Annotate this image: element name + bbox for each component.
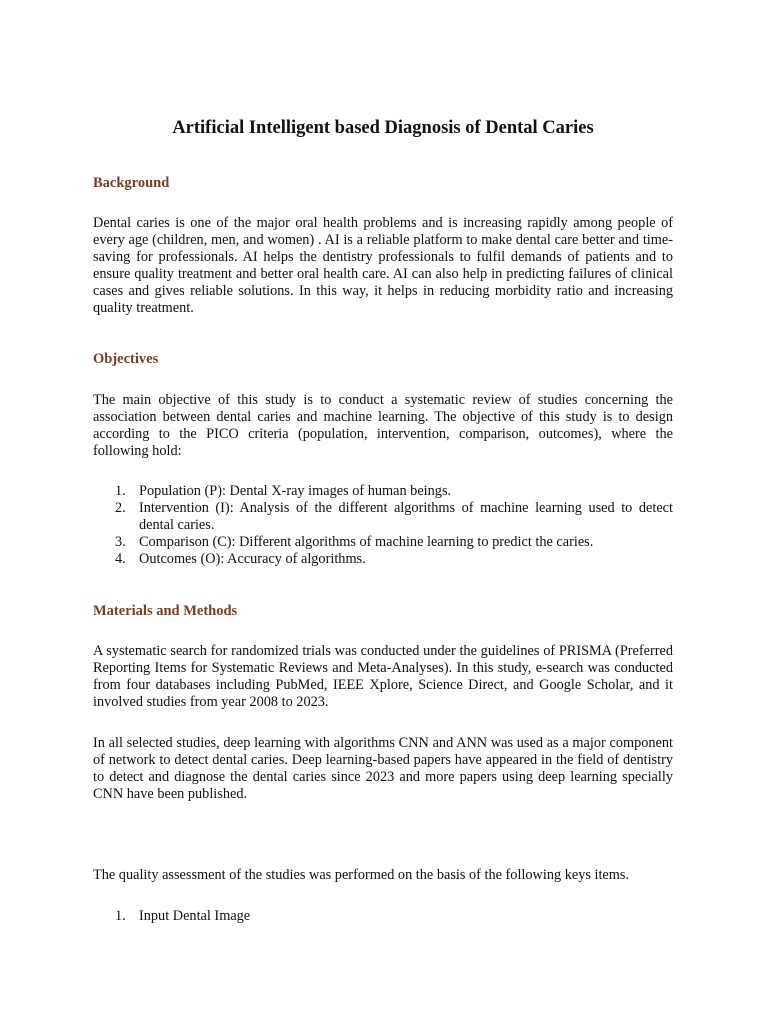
background-heading: Background: [93, 175, 170, 191]
quality-items-list: [93, 908, 673, 925]
list-item-number: 4.: [115, 550, 126, 567]
list-item-text: Population (P): Dental X-ray images of human beings.: [139, 483, 452, 499]
list-item-text: Input Dental Image: [139, 908, 251, 924]
list-item-text: Outcomes (O): Accuracy of algorithms.: [139, 550, 366, 567]
pico-list: [93, 483, 673, 568]
list-item-text: Intervention (I): Analysis of the different algorithms of machine learning used to detect dental caries.: [139, 499, 673, 533]
list-item-number: 2.: [115, 499, 126, 516]
list-item-number: 3.: [115, 533, 126, 550]
list-item: [93, 500, 673, 534]
list-item-number: 1.: [115, 908, 126, 924]
background-paragraph: Dental caries is one of the major oral health problems and is increasing rapidly among people of every age (children, men, and women) . AI is a reliable platform to make dental care better and time-saving for professionals. AI helps the dentistry professionals to fulfil demands of patients and to ensure quality treatment and better oral health care. AI can also help in predicting failures of clinical cases and gives reliable solutions. In this way, it helps in reducing morbidity ratio and increasing quality treatment.: [93, 215, 673, 316]
list-item: [93, 534, 673, 551]
objectives-paragraph: The main objective of this study is to conduct a systematic review of studies concerning the association between dental caries and machine learning. The objective of this study is to design according to the PICO criteria (population, intervention, comparison, outcomes), where the following hold:: [93, 392, 673, 459]
methods-paragraph-1: A systematic search for randomized trials was conducted under the guidelines of PRISMA (Preferred Reporting Items for Systematic Reviews and Meta-Analyses). In this study, e-search was conducted from four databases including PubMed, IEEE Xplore, Science Direct, and Google Scholar, and it involved studies from year 2008 to 2023.: [93, 643, 673, 710]
list-item: [93, 551, 673, 568]
list-item-text: Comparison (C): Different algorithms of machine learning to predict the caries.: [139, 533, 594, 550]
methods-paragraph-3: The quality assessment of the studies was performed on the basis of the following keys items.: [93, 867, 630, 883]
list-item: [93, 483, 673, 500]
document-title: Artificial Intelligent based Diagnosis of Dental Caries: [172, 118, 594, 138]
objectives-heading: Objectives: [93, 351, 159, 367]
list-item: [93, 908, 673, 925]
methods-paragraph-2: In all selected studies, deep learning with algorithms CNN and ANN was used as a major component of network to detect dental caries. Deep learning-based papers have appeared in the field of dentistry to detect and diagnose the dental caries since 2023 and more papers using deep learning specially CNN have been published.: [93, 735, 673, 802]
methods-heading: Materials and Methods: [93, 603, 238, 619]
list-item-number: 1.: [115, 483, 126, 499]
